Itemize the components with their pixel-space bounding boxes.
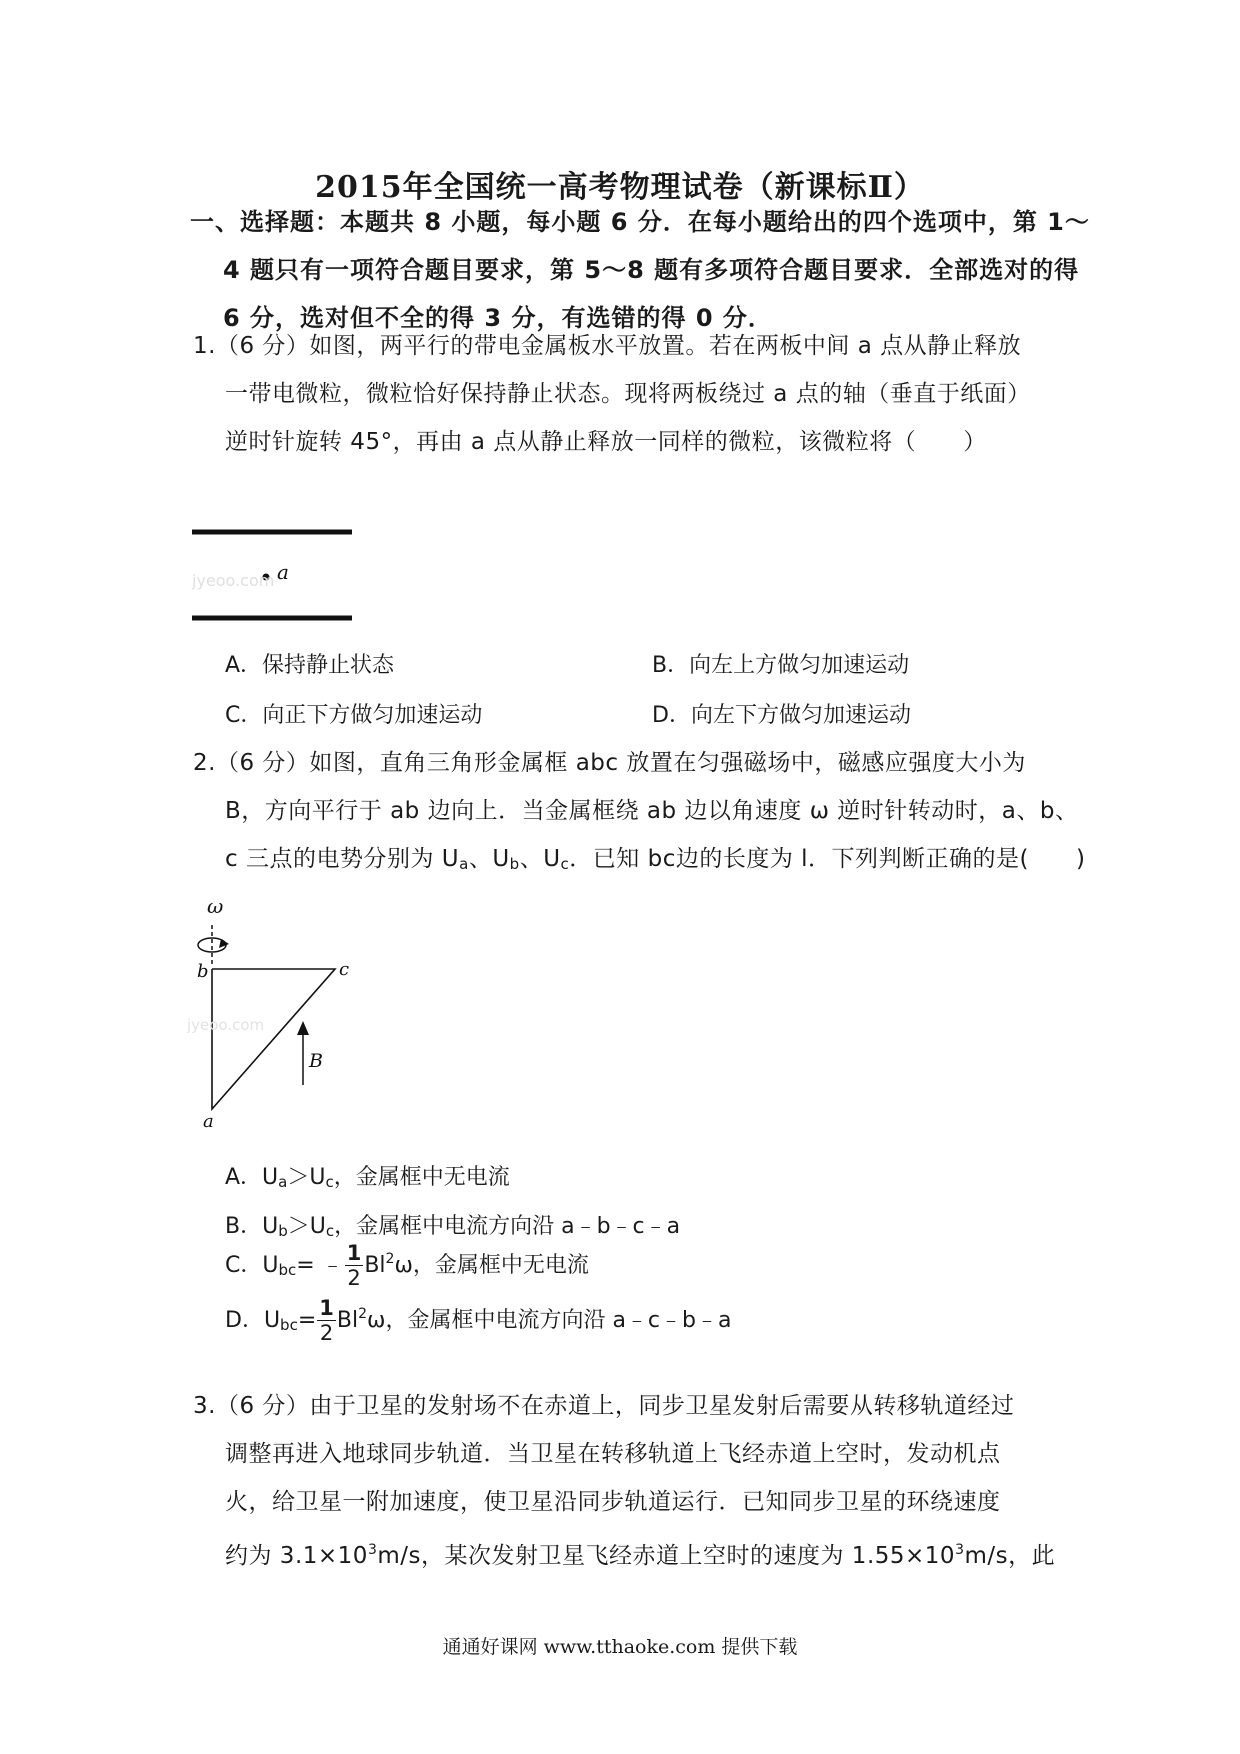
fraction: $\frac{1}{2}$ <box>319 1296 334 1345</box>
section-line: 4 题只有一项符合题目要求，第 5～8 题有多项符合题目要求．全部选对的得 <box>223 256 1080 284</box>
vertex-b-label: b <box>197 961 209 982</box>
q1-option-d[interactable]: D．向左下方做匀加速运动 <box>652 703 911 728</box>
question-line: 调整再进入地球同步轨道．当卫星在转移轨道上飞经赤道上空时，发动机点 <box>225 1441 1001 1467</box>
watermark: jyeoo.com <box>192 571 275 590</box>
question-line: 1.（6 分）如图，两平行的带电金属板水平放置。若在两板中间 a 点从静止释放 <box>193 333 1022 359</box>
q1-option-a[interactable]: A．保持静止状态 <box>225 653 395 678</box>
question-line: 3.（6 分）由于卫星的发射场不在赤道上，同步卫星发射后需要从转移轨道经过 <box>193 1393 1015 1419</box>
vertex-c-label: c <box>339 959 350 980</box>
point-a-label: a <box>277 560 289 584</box>
q2-option-d[interactable]: D．$U_{bc}=$ $\frac{1}{2}$ Bl$^2$ω，金属框中电流方向沿 a﹣c﹣b﹣a <box>225 1296 732 1345</box>
rotation-arrowhead-icon <box>219 939 229 948</box>
question-line: 约为 $3.1\times 10^3m/s$，某次发射卫星飞经赤道上空时的速度为 $1.55\times 10^3m/s$，此 <box>225 1542 1056 1569</box>
question-line: c 三点的电势分别为 $U_a$、$U_b$、$U_c$．已知 bc边的长度为 l．下列判断正确的是( ) <box>225 846 1086 873</box>
section-line: 一、选择题：本题共 8 小题，每小题 6 分．在每小题给出的四个选项中，第 1～ <box>190 208 1090 236</box>
vertex-a-label: a <box>203 1111 214 1132</box>
question-line: 火，给卫星一附加速度，使卫星沿同步轨道运行．已知同步卫星的环绕速度 <box>225 1489 1001 1515</box>
fraction: $\frac{1}{2}$ <box>346 1241 362 1290</box>
q1-option-c[interactable]: C．向正下方做匀加速运动 <box>225 703 483 728</box>
footer-source: 通通好课网 www.tthaoke.com 提供下载 <box>442 1636 798 1658</box>
q2-option-a[interactable]: A．$U_a>U_c$，金属框中无电流 <box>225 1165 510 1191</box>
omega-label: ω <box>207 895 224 918</box>
page-title: 2015年全国统一高考物理试卷（新课标Ⅱ） <box>315 170 925 205</box>
q1-figure-parallel-plates <box>180 520 380 630</box>
triangle-abc <box>212 969 335 1109</box>
question-line: 2.（6 分）如图，直角三角形金属框 abc 放置在匀强磁场中，磁感应强度大小为 <box>193 750 1026 776</box>
q2-figure-triangle-frame <box>185 895 365 1135</box>
field-b-arrowhead-icon <box>297 1021 309 1035</box>
question-line: B，方向平行于 ab 边向上．当金属框绕 ab 边以角速度 ω 逆时针转动时，a、b、 <box>225 798 1079 824</box>
question-3-stem <box>193 1382 1073 1580</box>
q2-option-c[interactable]: C．$U_{bc}=$ ﹣ $\frac{1}{2}$ Bl$^2$ω，金属框中无电流 <box>225 1241 589 1290</box>
question-1-stem <box>193 322 1073 466</box>
question-line: 逆时针旋转 45°，再由 a 点从静止释放一同样的微粒，该微粒将（ ） <box>225 429 987 455</box>
question-2-stem <box>193 739 1086 888</box>
field-b-label: B <box>309 1050 323 1072</box>
watermark: jyeoo.com <box>187 1016 265 1034</box>
question-line: 一带电微粒，微粒恰好保持静止状态。现将两板绕过 a 点的轴（垂直于纸面） <box>225 381 1031 407</box>
q2-option-b[interactable]: B．$U_b>U_c$，金属框中电流方向沿 a﹣b﹣c﹣a <box>225 1214 681 1240</box>
q1-option-b[interactable]: B．向左上方做匀加速运动 <box>652 653 910 678</box>
section-line: 6 分，选对但不全的得 3 分，有选错的得 0 分． <box>223 304 773 332</box>
section-instructions <box>190 198 1090 342</box>
